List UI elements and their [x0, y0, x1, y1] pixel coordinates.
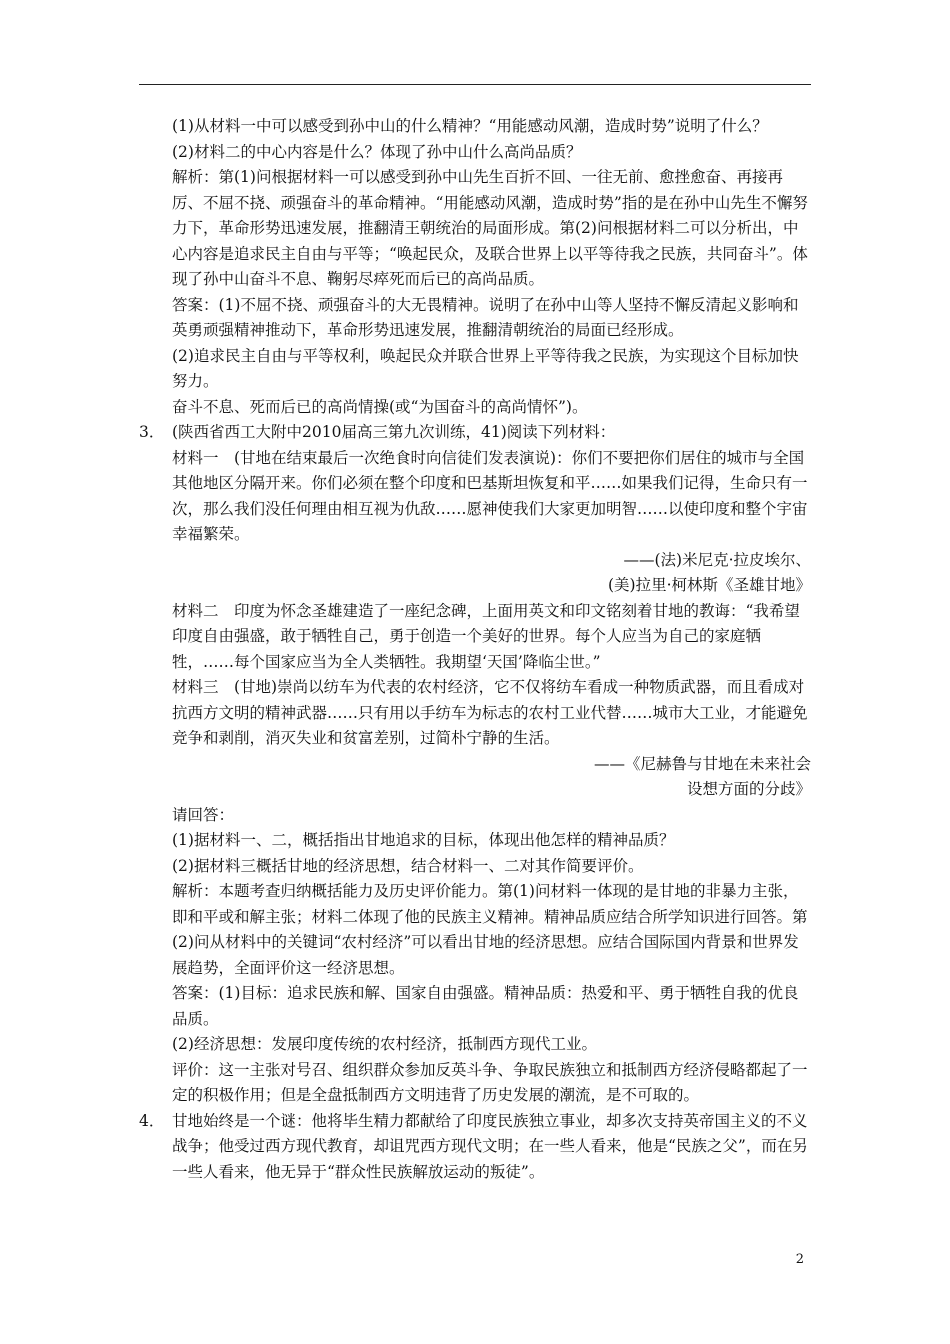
q3-material-1: 材料一 (甘地在结束最后一次绝食时向信徒们发表演说)：你们不要把你们居住的城市与全国其他地区分隔开来。你们必须在整个印度和巴基斯坦恢复和平……如果我们记得，生命只有一次，那么我们没任何理由相互视为仇敌……愿神使我们大家更加明智……以使印度和整个宇宙幸福繁荣。 — [172, 448, 808, 543]
q2-subquestion-2: (2)材料二的中心内容是什么？体现了孙中山什么高尚品质？ — [172, 142, 582, 161]
q3-answer-3: 评价：这一主张对号召、组织群众参加反英斗争、争取民族独立和抵制西方经济侵略都起了一定的积极作用；但是全盘抵制西方文明违背了历史发展的潮流，是不可取的。 — [172, 1060, 808, 1104]
q2-answer-3: 奋斗不息、死而后已的高尚情操(或“为国奋斗的高尚情怀”)。 — [172, 397, 588, 416]
q2-answer-1: 答案：(1)不屈不挠、顽强奋斗的大无畏精神。说明了在孙中山等人坚持不懈反清起义影响和英勇顽强精神推动下，革命形势迅速发展，推翻清朝统治的局面已经形成。 — [172, 295, 799, 339]
q3-material-3: 材料三 (甘地)崇尚以纺车为代表的农村经济，它不仅将纺车看成一种物质武器，而且看成对抗西方文明的精神武器……只有用以手纺车为标志的农村工业代替……城市大工业，才能避免竞争和剥削，消灭失业和贫富差别，过简朴宁静的生活。 — [172, 678, 808, 747]
q3-subquestion-1: (1)据材料一、二，概括指出甘地追求的目标，体现出他怎样的精神品质？ — [172, 831, 675, 849]
q3-prompt: 请回答： — [172, 805, 235, 824]
q3-answer-2: (2)经济思想：发展印度传统的农村经济，抵制西方现代工业。 — [172, 1035, 597, 1053]
q3-material-3-source-line1: ——《尼赫鲁与甘地在未来社会 — [593, 754, 811, 773]
q3-material-1-source-line1: ——(法)米尼克·拉皮埃尔、 — [623, 550, 811, 569]
question-3-stem: (陕西省西工大附中2010届高三第九次训练，41)阅读下列材料： — [172, 423, 616, 441]
q3-subquestion-2: (2)据材料三概括甘地的经济思想，结合材料一、二对其作简要评价。 — [172, 856, 644, 875]
q3-material-2: 材料二 印度为怀念圣雄建造了一座纪念碑，上面用英文和印文铭刻着甘地的教诲：“我希望印度自由强盛，敢于牺牲自己，勇于创造一个美好的世界。每个人应当为自己的家庭牺牲，……每个国家应当为全人类牺牲。我期望‘天国’降临尘世。” — [172, 601, 800, 671]
page-content — [139, 114, 811, 1185]
q3-answer-1: 答案：(1)目标：追求民族和解、国家自由强盛。精神品质：热爱和平、勇于牺牲自我的优良品质。 — [172, 984, 799, 1028]
question-4-number: 4． — [139, 1111, 165, 1130]
page-number: 2 — [795, 1252, 804, 1267]
question-4 — [139, 1109, 811, 1186]
question-3-number: 3． — [139, 423, 165, 441]
question-3 — [139, 420, 811, 446]
q2-subquestion-1: (1)从材料一中可以感受到孙中山的什么精神？“用能感动风潮，造成时势”说明了什么？ — [172, 117, 768, 135]
q3-analysis: 解析：本题考查归纳概括能力及历史评价能力。第(1)问材料一体现的是甘地的非暴力主张，即和平或和解主张；材料二体现了他的民族主义精神。精神品质应结合所学知识进行回答。第(2)问从材料中的关键词“农村经济”可以看出甘地的经济思想。应结合国际国内背景和世界发展趋势，全面评价这一经济思想。 — [172, 882, 808, 977]
q2-analysis: 解析：第(1)问根据材料一可以感受到孙中山先生百折不回、一往无前、愈挫愈奋、再接再厉、不屈不挠、顽强奋斗的革命精神。“用能感动风潮，造成时势”指的是在孙中山先生不懈努力下，革命形势迅速发展，推翻清王朝统治的局面形成。第(2)问根据材料二可以分析出，中心内容是追求民主自由与平等；“唤起民众，及联合世界上以平等待我之民族，共同奋斗”。体现了孙中山奋斗不息、鞠躬尽瘁死而后已的高尚品质。 — [172, 168, 808, 288]
question-4-stem: 甘地始终是一个谜：他将毕生精力都献给了印度民族独立事业，却多次支持英帝国主义的不义战争；他受过西方现代教育，却诅咒西方现代文明；在一些人看来，他是“民族之父”，而在另一些人看来，他无异于“群众性民族解放运动的叛徒”。 — [172, 1111, 808, 1181]
q2-answer-2: (2)追求民主自由与平等权利，唤起民众并联合世界上平等待我之民族，为实现这个目标加快努力。 — [172, 346, 799, 390]
q3-material-3-source-line2: 设想方面的分歧》 — [686, 780, 811, 798]
header-rule — [139, 84, 811, 85]
q3-material-1-source-line2: (美)拉里·柯林斯《圣雄甘地》 — [607, 576, 811, 594]
